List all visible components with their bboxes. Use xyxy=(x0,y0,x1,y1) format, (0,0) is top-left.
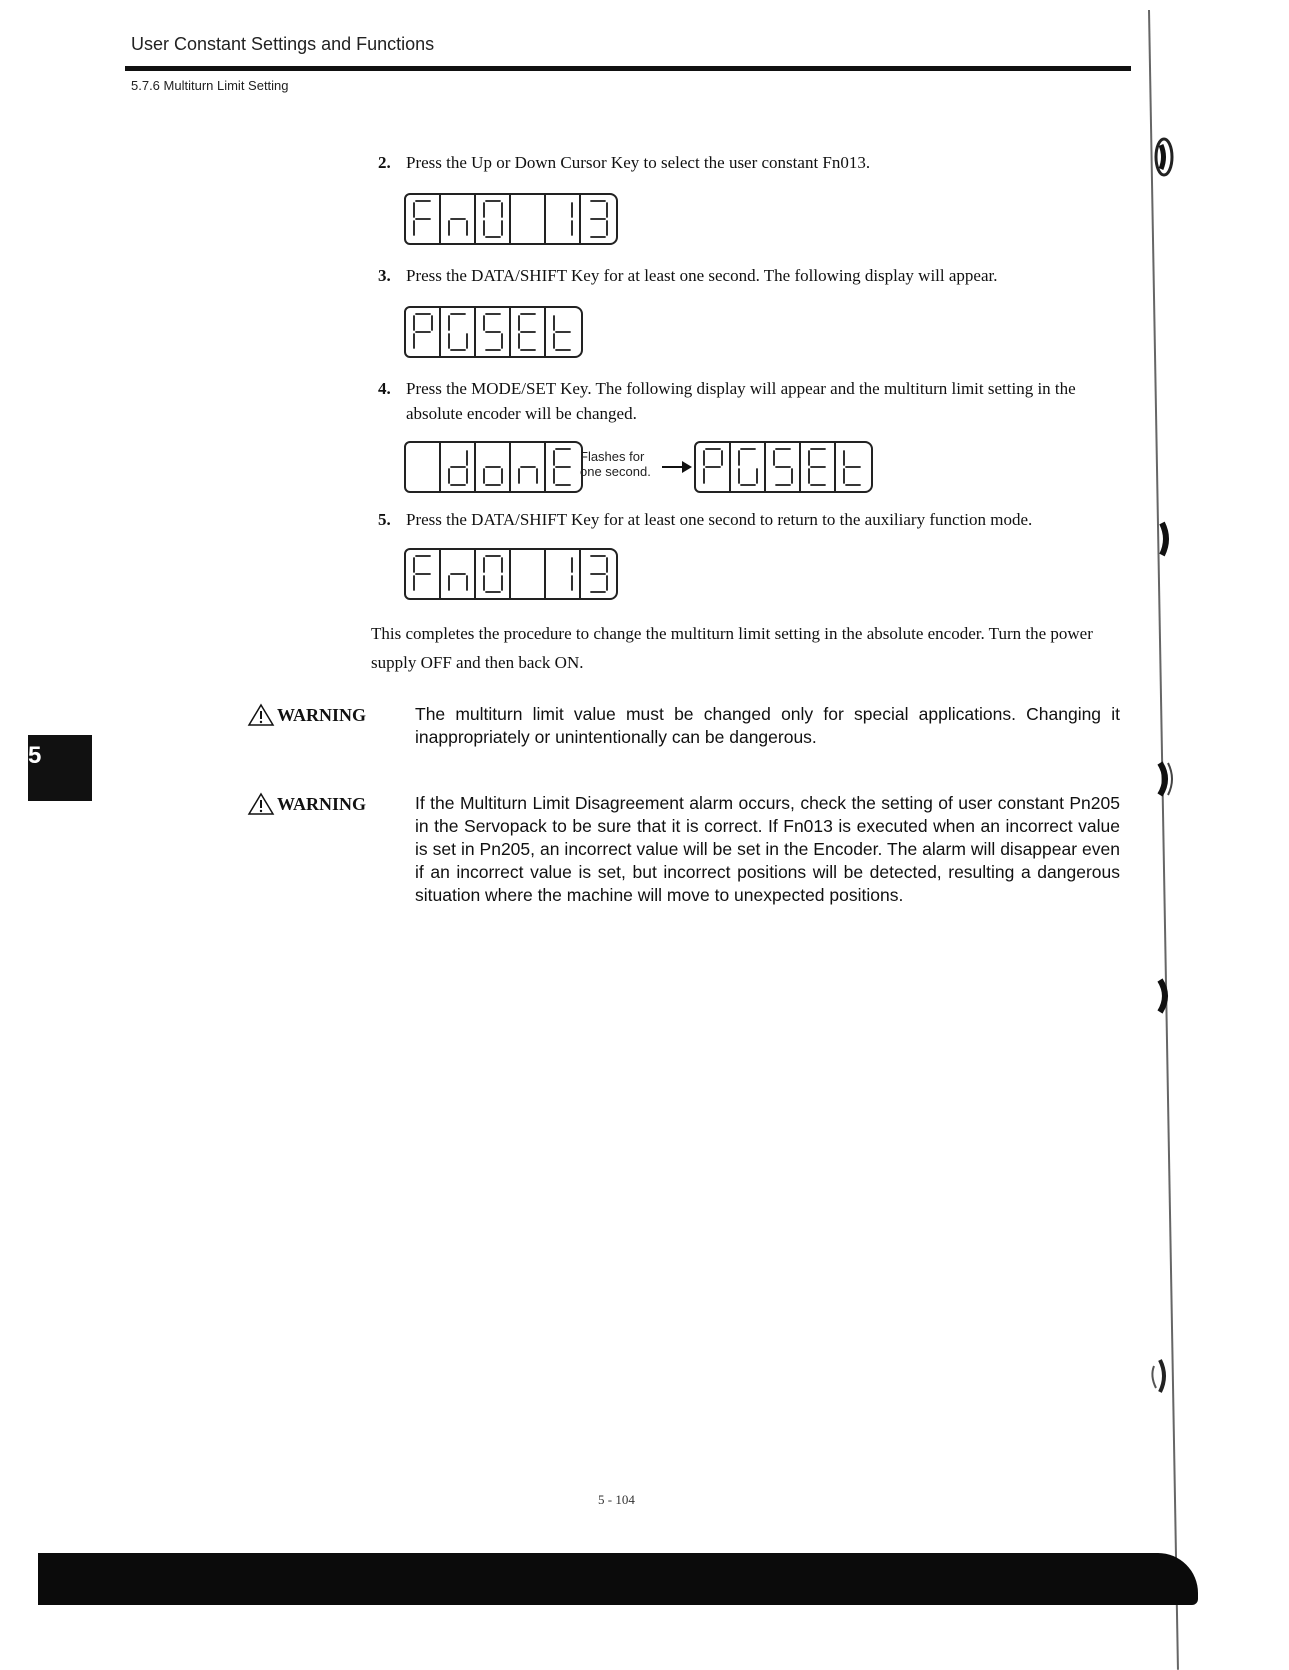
display-digit xyxy=(441,195,476,243)
seven-segment-glyph xyxy=(447,554,470,594)
display-digit xyxy=(801,443,836,491)
page-edge-line xyxy=(1148,10,1179,1670)
display-digit xyxy=(476,308,511,356)
binder-hole-icon xyxy=(1150,972,1190,1022)
display-digit xyxy=(766,443,801,491)
seven-segment-glyph xyxy=(552,554,575,594)
flash-note xyxy=(580,449,651,479)
chapter-number: 5 xyxy=(28,742,42,769)
binder-hole-icon xyxy=(1150,515,1190,565)
display-digit xyxy=(546,443,581,491)
step-number: 2. xyxy=(378,153,391,172)
warning-triangle-icon xyxy=(247,703,275,727)
display-digit xyxy=(476,443,511,491)
seven-segment-glyph xyxy=(552,199,575,239)
seven-segment-glyph xyxy=(482,447,505,487)
display-digit xyxy=(836,443,871,491)
seven-segment-glyph xyxy=(552,312,575,352)
scan-border-band xyxy=(38,1553,1198,1605)
display-digit xyxy=(406,443,441,491)
step-2 xyxy=(378,150,1118,175)
step-5 xyxy=(378,507,1118,532)
step-text: Press the DATA/SHIFT Key for at least one second to return to the auxiliary function mode. xyxy=(406,510,1033,529)
step-number: 4. xyxy=(378,379,391,398)
display-digit xyxy=(546,195,581,243)
binder-hole-icon xyxy=(1150,755,1190,805)
step-number: 3. xyxy=(378,266,391,285)
arrow-right-icon xyxy=(662,460,692,474)
seven-segment-glyph xyxy=(447,312,470,352)
seven-segment-glyph xyxy=(447,447,470,487)
step-text: Press the Up or Down Cursor Key to select the user constant Fn013. xyxy=(406,153,871,172)
warning-text: The multiturn limit value must be changed only for special applications. Changing it inappropriately or unintentionally can be dangerous. xyxy=(415,704,1120,747)
warning-triangle-icon xyxy=(247,792,275,816)
seven-segment-glyph xyxy=(517,199,540,239)
display-digit xyxy=(441,308,476,356)
conclusion-paragraph: This completes the procedure to change the multiturn limit setting in the absolute encoder. Turn the power supply OFF and then back ON. xyxy=(371,624,1093,672)
step-text: Press the DATA/SHIFT Key for at least one second. The following display will appear. xyxy=(406,266,998,285)
seven-segment-glyph xyxy=(517,554,540,594)
seven-segment-glyph xyxy=(587,199,610,239)
binder-hole-icon xyxy=(1148,1352,1188,1402)
seven-segment-glyph xyxy=(412,447,435,487)
display-digit xyxy=(546,308,581,356)
seven-segment-glyph xyxy=(552,447,575,487)
seven-segment-glyph xyxy=(807,447,830,487)
panel-display-pgset-return xyxy=(694,441,873,493)
seven-segment-glyph xyxy=(412,312,435,352)
display-digit xyxy=(476,195,511,243)
panel-display-done xyxy=(404,441,583,493)
seven-segment-glyph xyxy=(447,199,470,239)
flash-note-line2: one second. xyxy=(580,464,651,479)
header-rule xyxy=(125,66,1131,71)
seven-segment-glyph xyxy=(737,447,760,487)
step-3 xyxy=(378,263,1118,288)
running-header-title: User Constant Settings and Functions xyxy=(131,34,435,54)
panel-display-fn013 xyxy=(404,193,618,245)
warning-label-text: WARNING xyxy=(277,704,367,725)
display-digit xyxy=(441,550,476,598)
warning-label xyxy=(247,792,366,816)
display-digit xyxy=(511,443,546,491)
display-digit xyxy=(406,550,441,598)
warning-label xyxy=(247,703,366,727)
panel-display-pgset xyxy=(404,306,583,358)
display-digit xyxy=(406,308,441,356)
flash-note-line1: Flashes for xyxy=(580,449,645,464)
seven-segment-glyph xyxy=(517,312,540,352)
seven-segment-glyph xyxy=(412,199,435,239)
display-digit xyxy=(696,443,731,491)
display-digit xyxy=(581,195,616,243)
seven-segment-glyph xyxy=(517,447,540,487)
seven-segment-glyph xyxy=(482,312,505,352)
seven-segment-glyph xyxy=(482,199,505,239)
display-digit xyxy=(511,195,546,243)
warning-label-text: WARNING xyxy=(277,793,367,814)
binder-hole-icon xyxy=(1150,133,1190,183)
section-heading: 5.7.6 Multiturn Limit Setting xyxy=(131,78,289,93)
display-digit xyxy=(581,550,616,598)
warning-text: If the Multiturn Limit Disagreement alarm occurs, check the setting of user constant Pn205 in the Servopack to be sure that it is correct. If Fn013 is executed when an incorrect value is set in Pn205, an incorrect value will be set in the Encoder. The alarm will disappear even if an incorrect value is set, but incorrect positions will be detected, resulting a dangerous situation where the machine will move to unexpected positions. xyxy=(415,793,1120,905)
display-digit xyxy=(476,550,511,598)
step-4 xyxy=(378,376,1118,426)
display-digit xyxy=(511,550,546,598)
seven-segment-glyph xyxy=(702,447,725,487)
seven-segment-glyph xyxy=(412,554,435,594)
display-digit xyxy=(546,550,581,598)
seven-segment-glyph xyxy=(587,554,610,594)
panel-display-fn013-final xyxy=(404,548,618,600)
seven-segment-glyph xyxy=(842,447,865,487)
display-digit xyxy=(511,308,546,356)
display-digit xyxy=(731,443,766,491)
page-number: 5 - 104 xyxy=(598,1492,635,1507)
seven-segment-glyph xyxy=(482,554,505,594)
display-digit xyxy=(441,443,476,491)
step-text: Press the MODE/SET Key. The following display will appear and the multiturn limit setting in the absolute encoder will be changed. xyxy=(406,379,1076,423)
display-digit xyxy=(406,195,441,243)
seven-segment-glyph xyxy=(772,447,795,487)
step-number: 5. xyxy=(378,510,391,529)
